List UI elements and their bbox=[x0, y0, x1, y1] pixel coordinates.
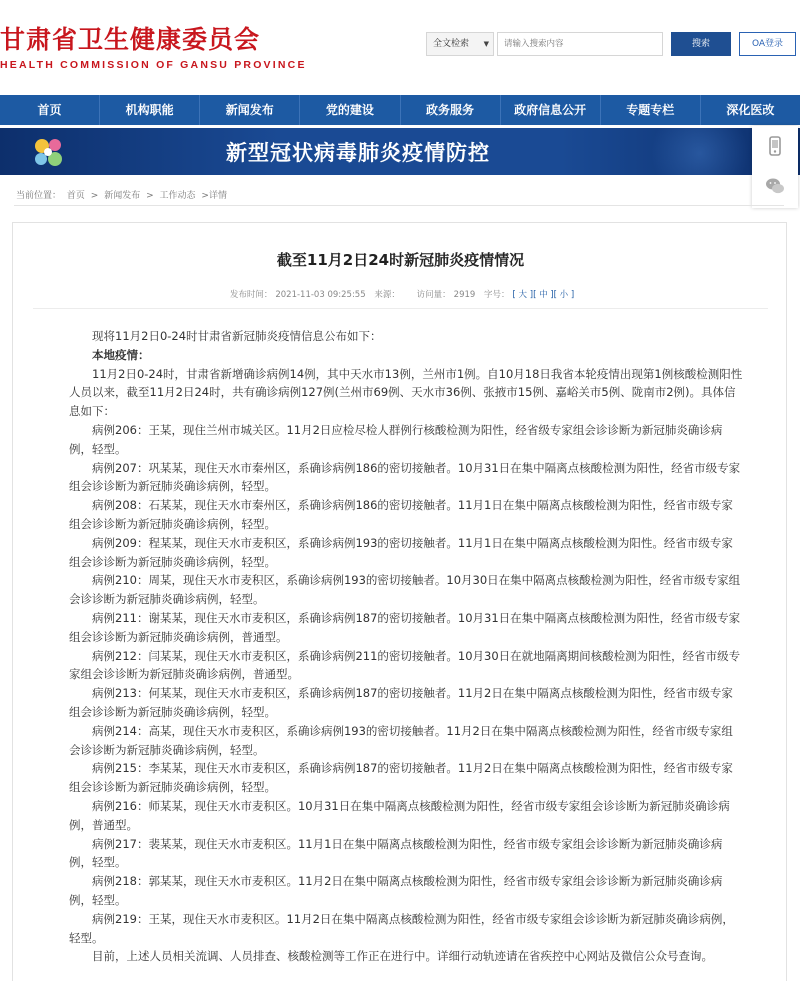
article-paragraph: 病例217：裴某某，现住天水市麦积区。11月1日在集中隔离点核酸检测为阳性，经省市级专家组会诊诊断为新冠肺炎确诊病例，轻型。 bbox=[69, 836, 723, 870]
article-paragraph: 病例218：郭某某，现住天水市麦积区。11月2日在集中隔离点核酸检测为阳性，经省市级专家组会诊诊断为新冠肺炎确诊病例，轻型。 bbox=[69, 874, 723, 907]
article-paragraph: 病例208：石某某，现住天水市秦州区，系确诊病例186的密切接触者。11月1日在集中隔离点核酸检测为阳性，经省市级专家组会诊诊断为新冠肺炎确诊病例，轻型。 bbox=[69, 498, 733, 531]
oa-login-button[interactable]: OA登录 bbox=[739, 32, 796, 56]
site-logo[interactable] bbox=[0, 20, 307, 71]
side-share-panel bbox=[752, 126, 798, 208]
nav-item-disclosure[interactable]: 政府信息公开 bbox=[501, 95, 601, 125]
breadcrumb bbox=[16, 188, 230, 201]
article-paragraph: 病例213：何某某，现住天水市麦积区，系确诊病例187的密切接触者。11月2日在集中隔离点核酸检测为阳性，经省市级专家组会诊诊断为新冠肺炎确诊病例，轻型。 bbox=[69, 686, 733, 719]
article-paragraph: 病例206：王某，现住兰州市城关区。11月2日应检尽检人群例行核酸检测为阳性，经省级专家组会诊诊断为新冠肺炎确诊病例，轻型。 bbox=[69, 422, 723, 456]
mobile-icon[interactable] bbox=[765, 136, 785, 156]
logo-chinese-name: 甘肃省卫生健康委员会 bbox=[0, 25, 261, 54]
nav-item-home[interactable]: 首页 bbox=[0, 95, 100, 125]
article-paragraph: 病例214：高某，现住天水市麦积区，系确诊病例193的密切接触者。11月2日在集中隔离点核酸检测为阳性，经省市级专家组会诊诊断为新冠肺炎确诊病例，轻型。 bbox=[69, 723, 733, 757]
article-paragraph: 病例215：李某某，现住天水市麦积区，系确诊病例187的密切接触者。11月2日在集中隔离点核酸检测为阳性，经省市级专家组会诊诊断为新冠肺炎确诊病例，轻型。 bbox=[69, 761, 733, 795]
nav-item-party[interactable]: 党的建设 bbox=[300, 95, 400, 125]
nav-item-news[interactable]: 新闻发布 bbox=[200, 95, 300, 125]
breadcrumb-label: 当前位置： bbox=[16, 191, 62, 201]
article-paragraph: 病例211：谢某某，现住天水市麦积区，系确诊病例187的密切接触者。10月31日在集中隔离点核酸检测为阳性，经省市级专家组会诊诊断为新冠肺炎确诊病例，普通型。 bbox=[69, 610, 741, 644]
meta-published-label: 发布时间： bbox=[229, 290, 273, 300]
meta-fontsize-label: 字号： bbox=[484, 290, 510, 300]
article-paragraph: 病例207：巩某某，现住天水市秦州区，系确诊病例186的密切接触者。10月31日在集中隔离点核酸检测为阳性，经省市级专家组会诊诊断为新冠肺炎确诊病例，轻型。 bbox=[69, 460, 741, 494]
meta-views-label: 访问量： bbox=[416, 290, 451, 300]
wechat-icon[interactable] bbox=[765, 176, 785, 196]
article-paragraph: 现将11月2日0-24时甘肃省新冠肺炎疫情信息公布如下： bbox=[92, 329, 382, 343]
logo-english-name: HEALTH COMMISSION OF GANSU PROVINCE bbox=[0, 59, 307, 71]
article-paragraph: 11月2日0-24时，甘肃省新增确诊病例14例，其中天水市13例，兰州市1例。自10月18日我省本轮疫情出现第1例核酸检测阳性人员以来，截至11月2日24时，共有确诊病例127例(兰州市69例、天水市36例、张掖市15例、嘉峪关市5例、陇南市2例)。具体信息如下： bbox=[69, 366, 743, 419]
main-nav bbox=[0, 95, 800, 125]
search-scope-select[interactable] bbox=[426, 32, 494, 56]
breadcrumb-current: >详情 bbox=[201, 191, 227, 201]
font-size-small-button[interactable]: [ 小 ] bbox=[553, 290, 575, 300]
breadcrumb-divider bbox=[14, 205, 784, 206]
search-input[interactable]: 请输入搜索内容 bbox=[497, 32, 663, 56]
breadcrumb-home[interactable]: 首页 bbox=[66, 191, 85, 201]
font-size-large-button[interactable]: [ 大 ] bbox=[512, 290, 534, 300]
article-paragraph: 病例216：师某某，现住天水市麦积区。10月31日在集中隔离点核酸检测为阳性，经省市级专家组会诊诊断为新冠肺炎确诊病例，普通型。 bbox=[69, 798, 730, 832]
breadcrumb-separator: > bbox=[90, 191, 99, 201]
nav-item-functions[interactable]: 机构职能 bbox=[100, 95, 200, 125]
meta-published-value: 2021-11-03 09:25:55 bbox=[275, 290, 366, 300]
banner-glow-decoration bbox=[640, 128, 760, 175]
font-size-medium-button[interactable]: [ 中 ] bbox=[533, 290, 554, 300]
article-container bbox=[12, 222, 787, 981]
section-heading: 本地疫情： bbox=[92, 347, 150, 362]
banner-emblem-icon bbox=[28, 132, 68, 172]
breadcrumb-separator: > bbox=[146, 191, 154, 201]
meta-divider bbox=[33, 308, 768, 309]
article-title: 截至11月2日24时新冠肺炎疫情情况 bbox=[276, 251, 525, 269]
covid-banner[interactable] bbox=[0, 128, 800, 175]
meta-views-value: 2919 bbox=[453, 290, 476, 300]
search-scope-label: 全文检索 bbox=[433, 39, 470, 49]
article-paragraph: 病例219：王某，现住天水市麦积区。11月2日在集中隔离点核酸检测为阳性，经省市级专家组会诊诊断为新冠肺炎确诊病例，轻型。 bbox=[69, 911, 734, 945]
site-header bbox=[0, 0, 800, 95]
nav-item-services[interactable]: 政务服务 bbox=[401, 95, 501, 125]
meta-source-label: 来源： bbox=[374, 290, 400, 300]
article-paragraph: 病例210：周某，现住天水市麦积区，系确诊病例193的密切接触者。10月30日在集中隔离点核酸检测为阳性，经省市级专家组会诊诊断为新冠肺炎确诊病例，轻型。 bbox=[69, 573, 741, 607]
breadcrumb-news[interactable]: 新闻发布 bbox=[104, 191, 141, 201]
article-body bbox=[69, 327, 743, 966]
article-paragraph: 病例212：闫某某，现住天水市麦积区，系确诊病例211的密切接触者。10月30日在就地隔离期间核酸检测为阳性，经省市级专家组会诊诊断为新冠肺炎确诊病例，普通型。 bbox=[69, 648, 741, 682]
article-paragraph: 病例209：程某某，现住天水市麦积区，系确诊病例193的密切接触者。11月1日在集中隔离点核酸检测为阳性。经省市级专家组会诊诊断为新冠肺炎确诊病例，轻型。 bbox=[69, 535, 733, 569]
search-button[interactable]: 搜索 bbox=[671, 32, 731, 56]
chevron-down-icon: ▼ bbox=[483, 40, 489, 48]
article-paragraph: 目前，上述人员相关流调、人员排查、核酸检测等工作正在进行中。详细行动轨迹请在省疾控中心网站及微信公众号查询。 bbox=[92, 949, 713, 964]
nav-item-topics[interactable]: 专题专栏 bbox=[601, 95, 701, 125]
article-meta bbox=[13, 288, 788, 300]
breadcrumb-work[interactable]: 工作动态 bbox=[159, 191, 196, 201]
banner-title: 新型冠状病毒肺炎疫情防控 bbox=[226, 141, 490, 165]
nav-item-reform[interactable]: 深化医改 bbox=[726, 103, 775, 117]
